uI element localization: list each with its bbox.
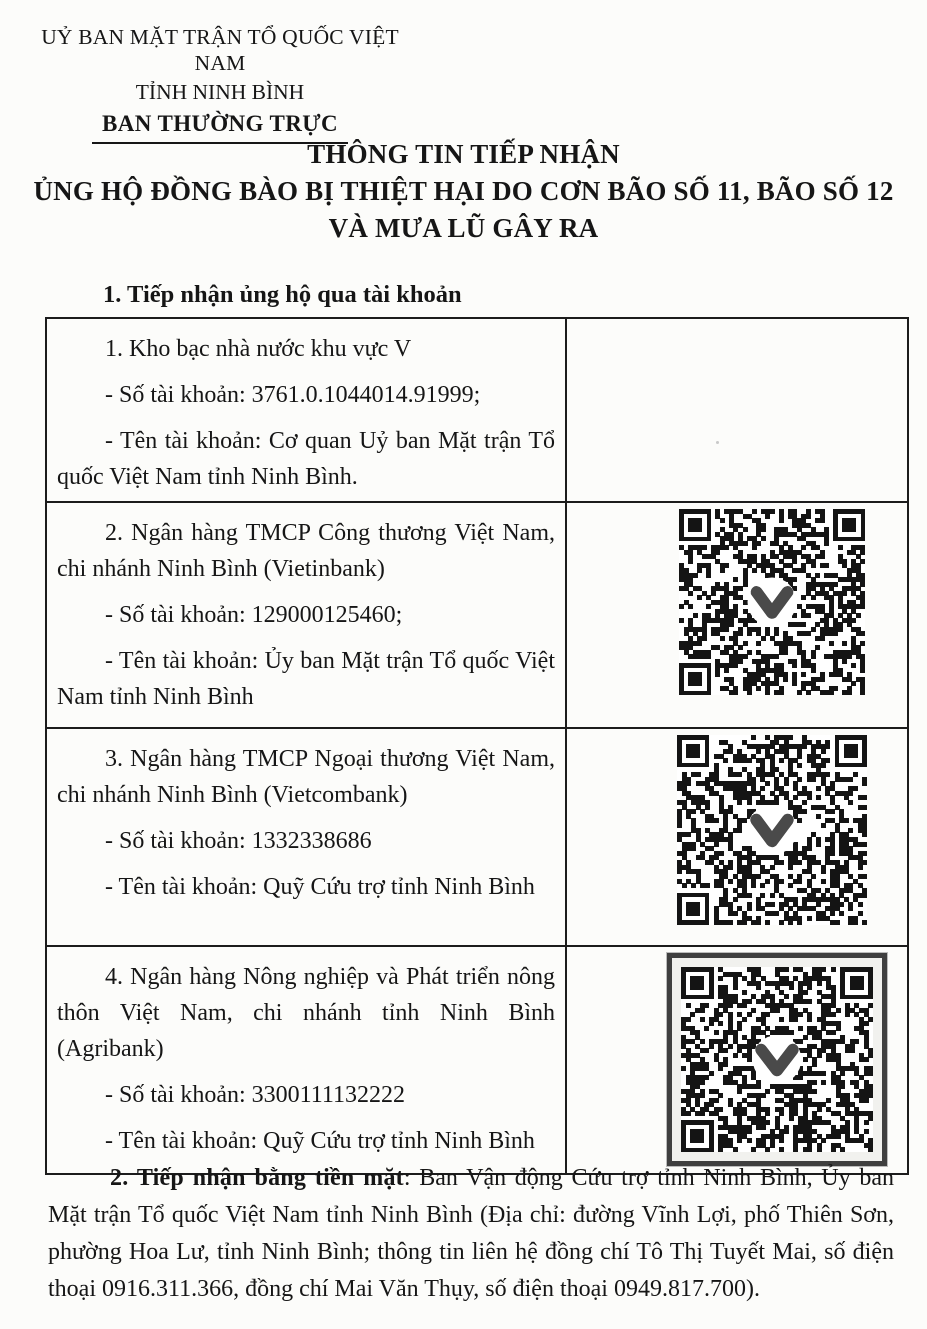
vietcombank-qr-code xyxy=(677,735,867,925)
organization-name: UỶ BAN MẶT TRẬN TỔ QUỐC VIỆT NAM xyxy=(41,25,399,76)
vietinbank-qr-code xyxy=(679,509,865,695)
account-info-cell xyxy=(46,946,566,1174)
account-name: - Tên tài khoản: Cơ quan Uỷ ban Mặt trận Tổ quốc Việt Nam tỉnh Ninh Bình. xyxy=(57,428,555,490)
section-2-lead: 2. Tiếp nhận bằng tiền mặt xyxy=(110,1165,404,1191)
account-number: - Số tài khoản: 3300111132222 xyxy=(105,1082,405,1108)
table-row xyxy=(46,502,908,728)
section-1-heading: 1. Tiếp nhận ủng hộ qua tài khoản xyxy=(103,281,462,308)
account-name: - Tên tài khoản: Quỹ Cứu trợ tỉnh Ninh Bình xyxy=(105,874,535,900)
bank-name: 2. Ngân hàng TMCP Công thương Việt Nam, chi nhánh Ninh Bình (Vietinbank) xyxy=(57,520,555,582)
table-row xyxy=(46,946,908,1174)
table-row xyxy=(46,318,908,502)
qr-cell xyxy=(566,728,908,946)
account-number: - Số tài khoản: 1332338686 xyxy=(105,828,372,854)
qr-cell xyxy=(566,946,908,1174)
title-line-2: ỦNG HỘ ĐỒNG BÀO BỊ THIỆT HẠI DO CƠN BÃO SỐ 11, BÃO SỐ 12 xyxy=(33,176,894,206)
section-2-text: : Ban Vận động Cứu trợ tỉnh Ninh Bình, Ủy ban Mặt trận Tổ quốc Việt Nam tỉnh Ninh Bình (Địa chỉ: đường Vĩnh Lợi, phố Thiên Sơn, phường Hoa Lư, tỉnh Ninh Bình; thông tin liên hệ đồng chí Tô Thị Tuyết Mai, số điện thoại 0916.311.366, đồng chí Mai Văn Thụy, số điện thoại 0949.817.700). xyxy=(48,1165,894,1302)
letterhead xyxy=(14,24,426,144)
cash-donation-paragraph xyxy=(48,1160,894,1308)
qr-frame xyxy=(667,953,887,1166)
account-number: - Số tài khoản: 3761.0.1044014.91999; xyxy=(105,382,481,408)
account-info-cell xyxy=(46,318,566,502)
document-title xyxy=(0,136,927,247)
qr-cell-empty xyxy=(566,318,908,502)
bank-accounts-table xyxy=(45,317,909,1175)
account-info-cell xyxy=(46,728,566,946)
qr-cell xyxy=(566,502,908,728)
province-name: TỈNH NINH BÌNH xyxy=(135,80,305,105)
bank-name: 1. Kho bạc nhà nước khu vực V xyxy=(105,336,412,362)
standing-committee-label: BAN THƯỜNG TRỰC xyxy=(92,110,348,144)
account-name: - Tên tài khoản: Quỹ Cứu trợ tỉnh Ninh Bình xyxy=(105,1128,535,1154)
title-line-3: VÀ MƯA LŨ GÂY RA xyxy=(328,213,599,243)
account-name: - Tên tài khoản: Ủy ban Mặt trận Tổ quốc Việt Nam tỉnh Ninh Bình xyxy=(57,648,555,710)
agribank-qr-code xyxy=(681,967,873,1152)
account-info-cell xyxy=(46,502,566,728)
paper-speck xyxy=(716,441,719,444)
bank-name: 3. Ngân hàng TMCP Ngoại thương Việt Nam, chi nhánh Ninh Bình (Vietcombank) xyxy=(57,746,555,808)
bank-name: 4. Ngân hàng Nông nghiệp và Phát triển nông thôn Việt Nam, chi nhánh tỉnh Ninh Bình (Agribank) xyxy=(57,964,555,1062)
table-row xyxy=(46,728,908,946)
title-line-1: THÔNG TIN TIẾP NHẬN xyxy=(307,139,620,169)
account-number: - Số tài khoản: 129000125460; xyxy=(105,602,403,628)
